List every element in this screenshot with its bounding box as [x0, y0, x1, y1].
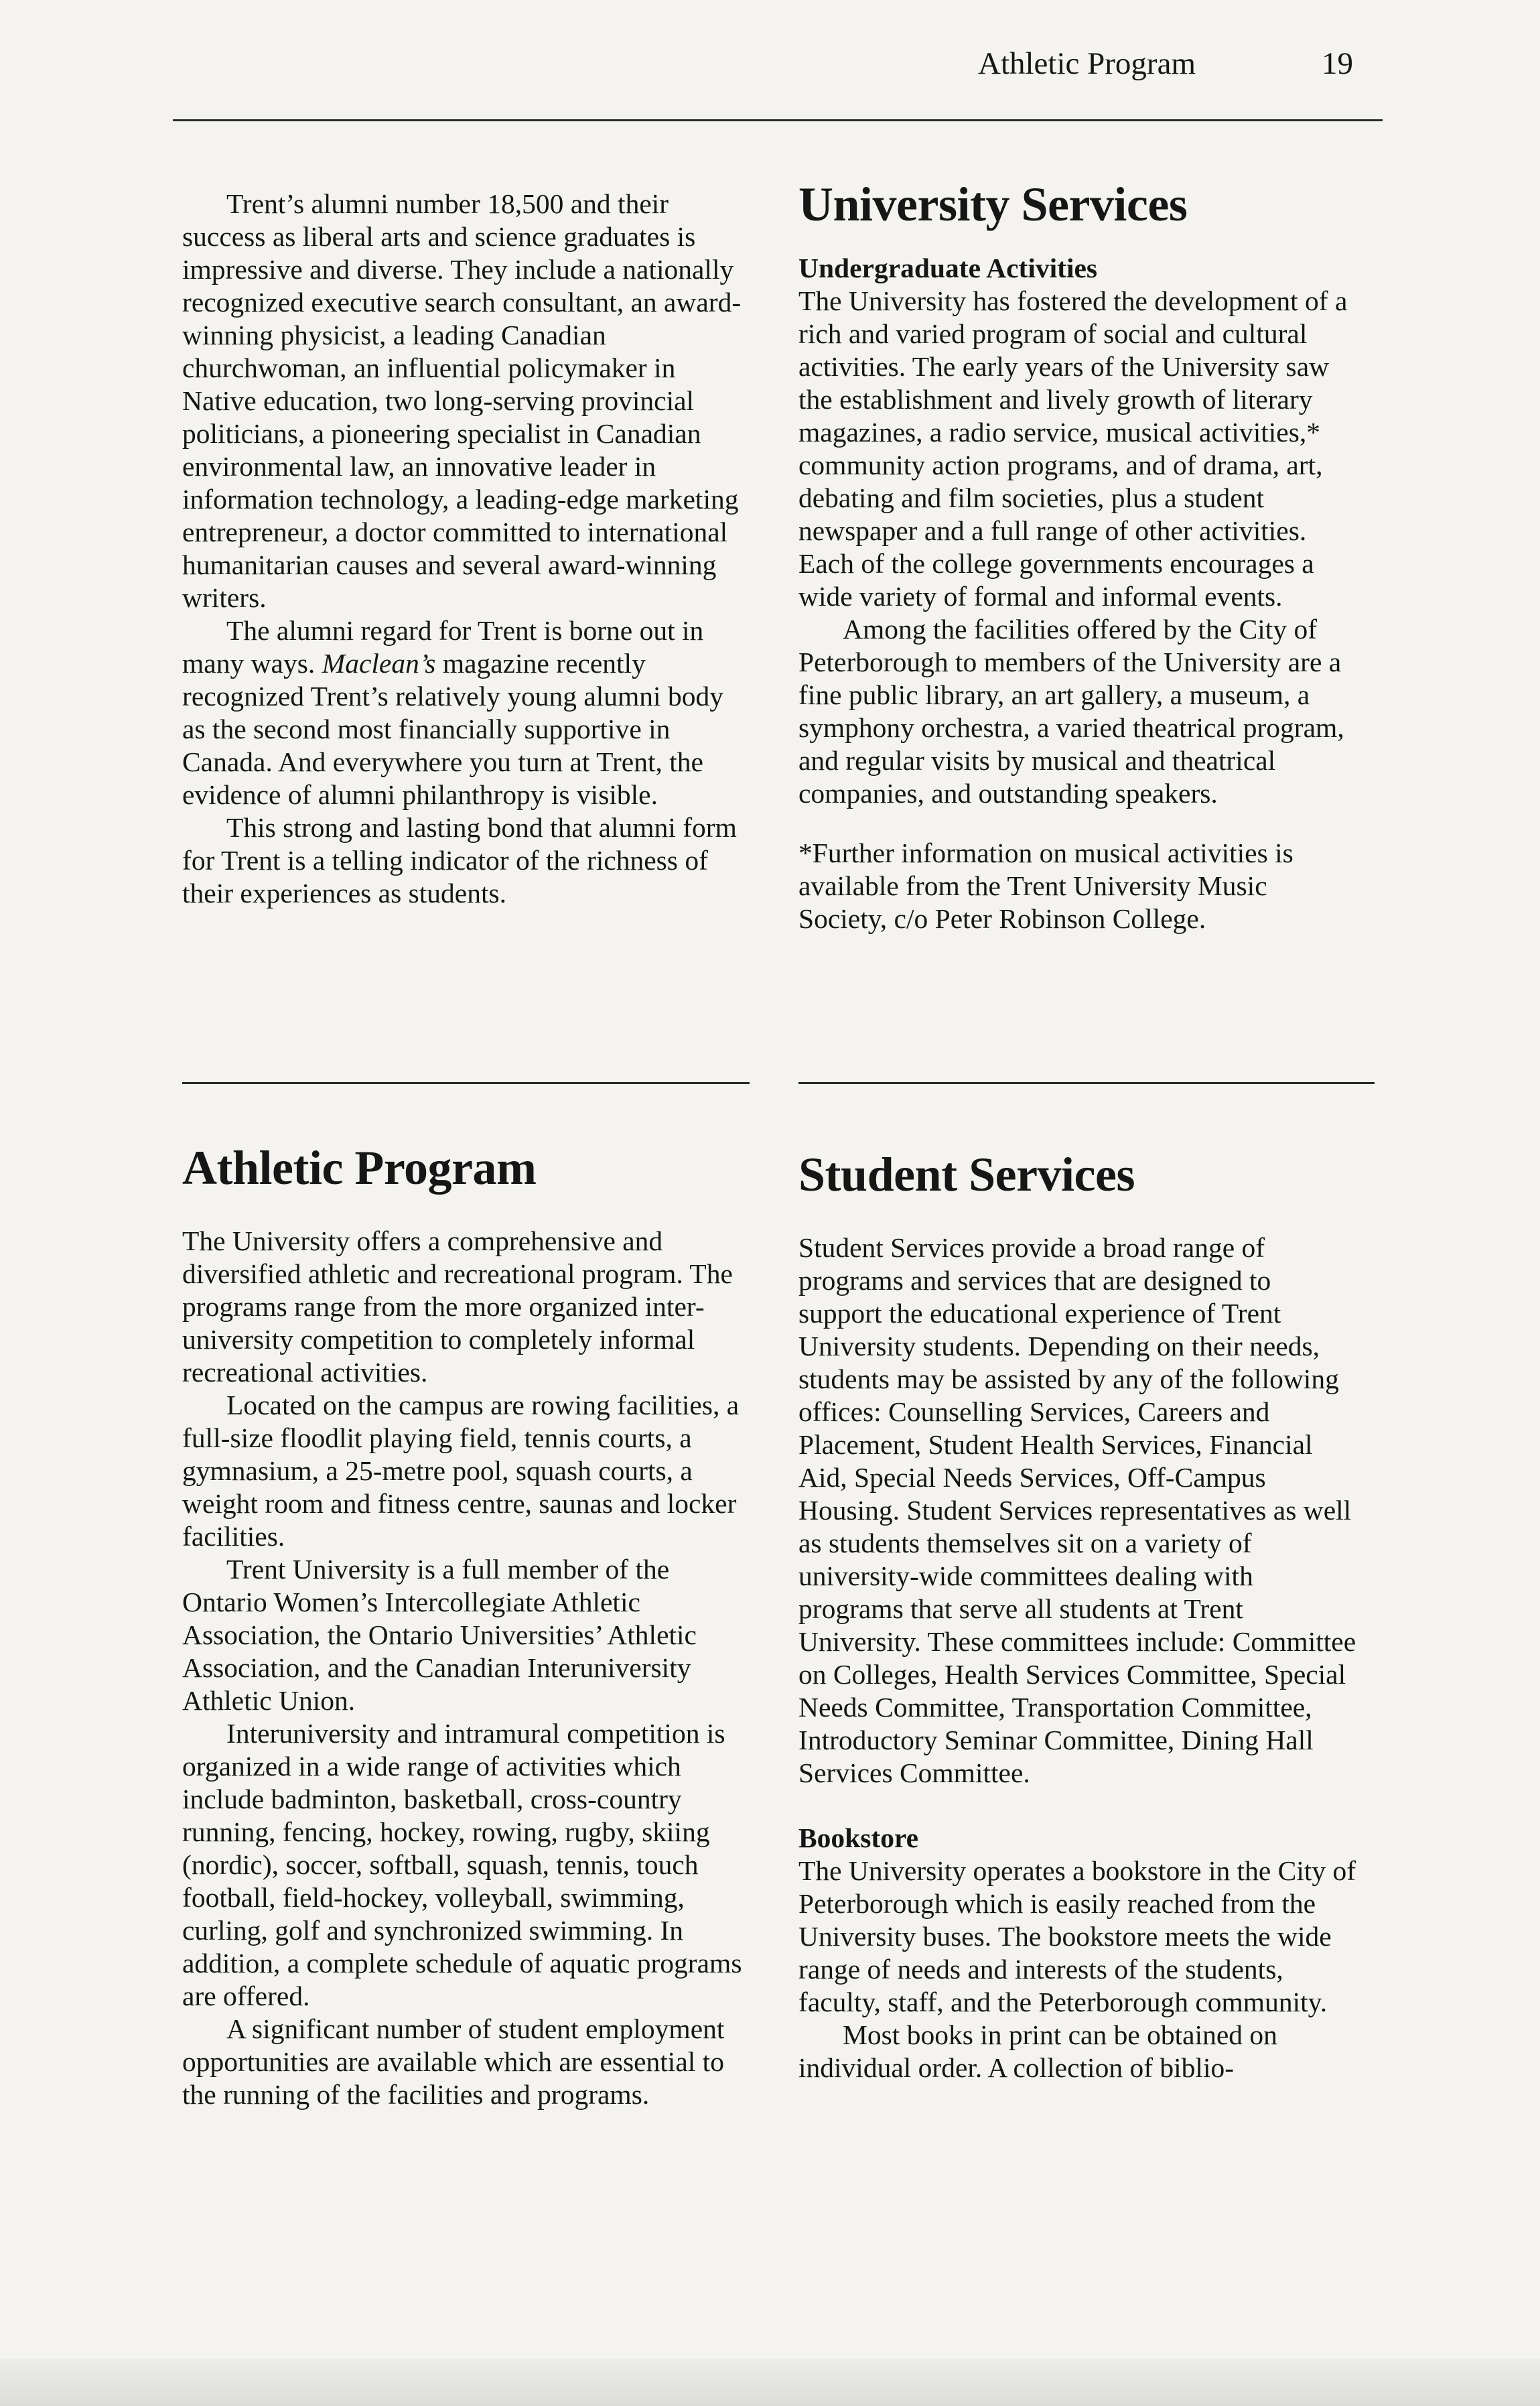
athletic-paragraph-4: Interuniversity and intramural competition is organized in a wide range of activities which include badminton, basketball, cross-country running, fencing, hockey, rowing, rugby, skiing (nordic), soccer, softball, squash, tennis, touch football, field-hockey, volleyball, swimming, curling, golf and synchronized swimming. In addition, a complete schedule of aquatic programs are offered.	[182, 1718, 742, 2011]
alumni-paragraph-2-end: magazine recently recognized Trent’s relatively young alumni body as the second most financially supportive in Canada. And everywhere you turn at Trent, the evidence of alumni philanthropy is visible.	[182, 648, 723, 810]
header-rule	[173, 119, 1383, 121]
undergraduate-activities-heading: Undergraduate Activities	[798, 253, 1098, 283]
page-edge-shadow	[0, 2358, 1540, 2406]
athletic-program-title: Athletic Program	[182, 1141, 537, 1195]
student-services-paragraph: Student Services provide a broad range of programs and services that are designed to support the educational experience of Trent University students. Depending on their needs, students may be assisted by any of the following offices: Counselling Services, Careers and Placement, Student Health Services, Financial Aid, Special Needs Services, Off-Campus Housing. Student Services representatives as well as students themselves sit on a variety of university-wide committees dealing with programs that serve all students at Trent University. These committees include: Committee on Colleges, Health Services Committee, Special Needs Committee, Transportation Committee, Introductory Seminar Committee, Dining Hall Services Committee.	[798, 1232, 1356, 1788]
university-services-title: University Services	[798, 178, 1188, 231]
university-services-paragraph-2: Among the facilities offered by the City of Peterborough to members of the University are a fine public library, an art gallery, a museum, a symphony orchestra, a varied theatrical program, and regular visits by musical and theatrical companies, and outstanding speakers.	[798, 614, 1344, 809]
alumni-paragraph-3: This strong and lasting bond that alumni form for Trent is a telling indicator of the richness of their experiences as students.	[182, 812, 737, 909]
athletic-paragraph-2: Located on the campus are rowing facilities, a full-size floodlit playing field, tennis courts, a gymnasium, a 25-metre pool, squash courts, a weight room and fitness centre, saunas and locker facilities.	[182, 1390, 740, 1552]
alumni-section	[182, 188, 745, 910]
athletic-program-section	[182, 1139, 745, 2111]
musical-activities-footnote: *Further information on musical activities is available from the Trent University Music Society, c/o Peter Robinson College.	[798, 838, 1293, 934]
university-services-section	[798, 176, 1361, 935]
running-header-title: Athletic Program	[978, 46, 1196, 81]
alumni-paragraph-1: Trent’s alumni number 18,500 and their success as liberal arts and science graduates is impressive and diverse. They include a nationally recognized executive search consultant, an award-winning physicist, a leading Canadian churchwoman, an influential policymaker in Native education, two long-serving provincial politicians, a pioneering specialist in Canadian environmental law, an innovative leader in information technology, a leading-edge marketing entrepreneur, a doctor committed to international humanitarian causes and several award-winning writers.	[182, 188, 742, 613]
student-services-section	[798, 1146, 1361, 2084]
bookstore-paragraph-2: Most books in print can be obtained on individual order. A collection of biblio-	[798, 2019, 1277, 2083]
left-section-divider	[182, 1082, 750, 1084]
alumni-paragraph-2-start: The alumni regard for Trent is borne out in many ways.	[182, 615, 704, 679]
athletic-paragraph-3: Trent University is a full member of the Ontario Women’s Intercollegiate Athletic Association, the Ontario Universities’ Athletic Association, and the Canadian Interuniversity Athletic Union.	[182, 1554, 697, 1716]
page-number: 19	[1322, 46, 1353, 81]
athletic-paragraph-5: A significant number of student employment opportunities are available which are essential to the running of the facilities and programs.	[182, 2013, 725, 2110]
bookstore-heading: Bookstore	[798, 1822, 919, 1853]
right-section-divider	[798, 1082, 1375, 1084]
university-services-paragraph-1: The University has fostered the development of a rich and varied program of social and cultural activities. The early years of the University saw the establishment and lively growth of literary magazines, a radio service, musical activities,* community action programs, and of drama, art, debating and film societies, plus a student newspaper and a full range of other activities. Each of the college governments encourages a wide variety of formal and informal events.	[798, 285, 1348, 612]
bookstore-paragraph-1: The University operates a bookstore in the City of Peterborough which is easily reached from the University buses. The bookstore meets the wide range of needs and interests of the students, faculty, staff, and the Peterborough community.	[798, 1855, 1356, 2017]
running-header	[978, 46, 1353, 92]
macleans-title: Maclean’s	[322, 648, 436, 679]
alumni-paragraph-2	[182, 614, 745, 811]
athletic-paragraph-1: The University offers a comprehensive and diversified athletic and recreational program. The programs range from the more organized inter-university competition to completely informal recreational activities.	[182, 1225, 733, 1388]
student-services-title: Student Services	[798, 1148, 1135, 1201]
